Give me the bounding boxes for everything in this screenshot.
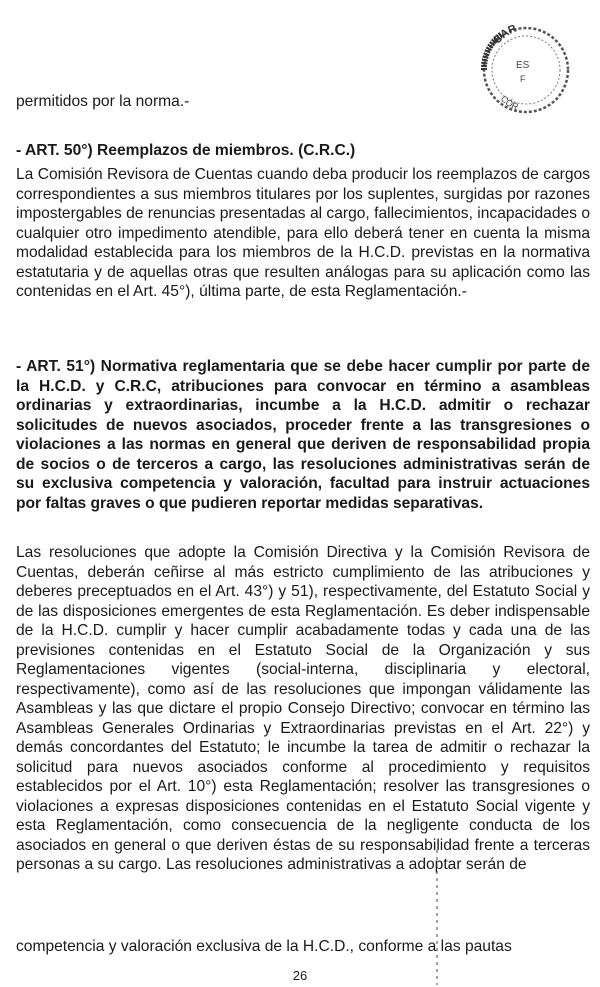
page-number: 26 <box>292 968 308 983</box>
signature-stroke <box>436 850 438 985</box>
continuation-text: permitidos por la norma.- <box>16 93 190 110</box>
art-50-body: La Comisión Revisora de Cuentas cuando deba producir los reemplazos de cargos correspondientes a sus miembros titulares por los suplentes, surgidas por razones impostergables de renuncias presentadas al cargo, fallecimientos, incapacidades o cualquier otro impedimento atendible, para ello deberá tener en cuenta la misma modalidad establecida para los miembros de la H.C.D. previstas en la normativa estatutaria y de aquellas otras que resulten análogas para su aplicación como las contenidas en el Art. 45°), última parte, de esta Reglamentación.- <box>16 166 590 300</box>
svg-text:CÓR: CÓR <box>498 93 520 113</box>
svg-text:ES: ES <box>516 60 530 71</box>
art-51-body-last-line: competencia y valoración exclusiva de la H.C.D., conforme a las pautas <box>16 938 512 955</box>
art-50-heading: - ART. 50°) Reemplazos de miembros. (C.R.C.) <box>16 142 356 159</box>
art-51-heading: - ART. 51°) Normativa reglamentaria que se debe hacer cumplir por parte de la H.C.D. y C.R.C, atribuciones para convocar en término a asambleas ordinarias y extraordinarias, incumbe a la H.C.D. admitir o rechazar solicitudes de nuevos asociados, proceder frente a las transgresiones o violaciones a las normas en general que deriven de responsabilidad propia de socios o de terceros a cargo, las resoluciones administrativas serán de su exclusiva competencia y valoración, facultad para instruir actuaciones por faltas graves o que pudieren reportar medidas separativas. <box>16 358 590 512</box>
svg-text:F: F <box>520 74 526 84</box>
svg-text:CAR: CAR <box>491 22 519 47</box>
art-51-body: Las resoluciones que adopte la Comisión Directiva y la Comisión Revisora de Cuentas, deberán ceñirse al más estricto cumplimiento de las atribuciones y deberes preceptuados en el Art. 43°) y 51), respectivamente, del Estatuto Social y de las disposiciones emergentes de esta Reglamentación. Es deber indispensable de la H.C.D. cumplir y hacer cumplir acabadamente todas y cada una de las previsiones contenidas en el Estatuto Social de la Organización y sus Reglamentaciones vigentes (social-interna, disciplinaria y electoral, respectivamente), como así de las resoluciones que impongan válidamente las Asambleas y las que dictare el propio Consejo Directivo; convocar en término las Asambleas Generales Ordinarias y Extraordinarias previstas en el Art. 22°) y demás concordantes del Estatuto; le incumbe la tarea de admitir o rechazar la solicitud para nuevos asociados conforme al procedimiento y requisitos establecidos por el Art. 10°) esta Reglamentación; resolver las transgresiones o violaciones a expresas disposiciones contenidas en el Estatuto Social vigente y esta Reglamentación, como consecuencia de la negligente conducta de los asociados en general o que deriven éstas de su responsabilidad frente a terceras personas a su cargo. Las resoluciones administrativas a adoptar serán de <box>16 544 590 873</box>
